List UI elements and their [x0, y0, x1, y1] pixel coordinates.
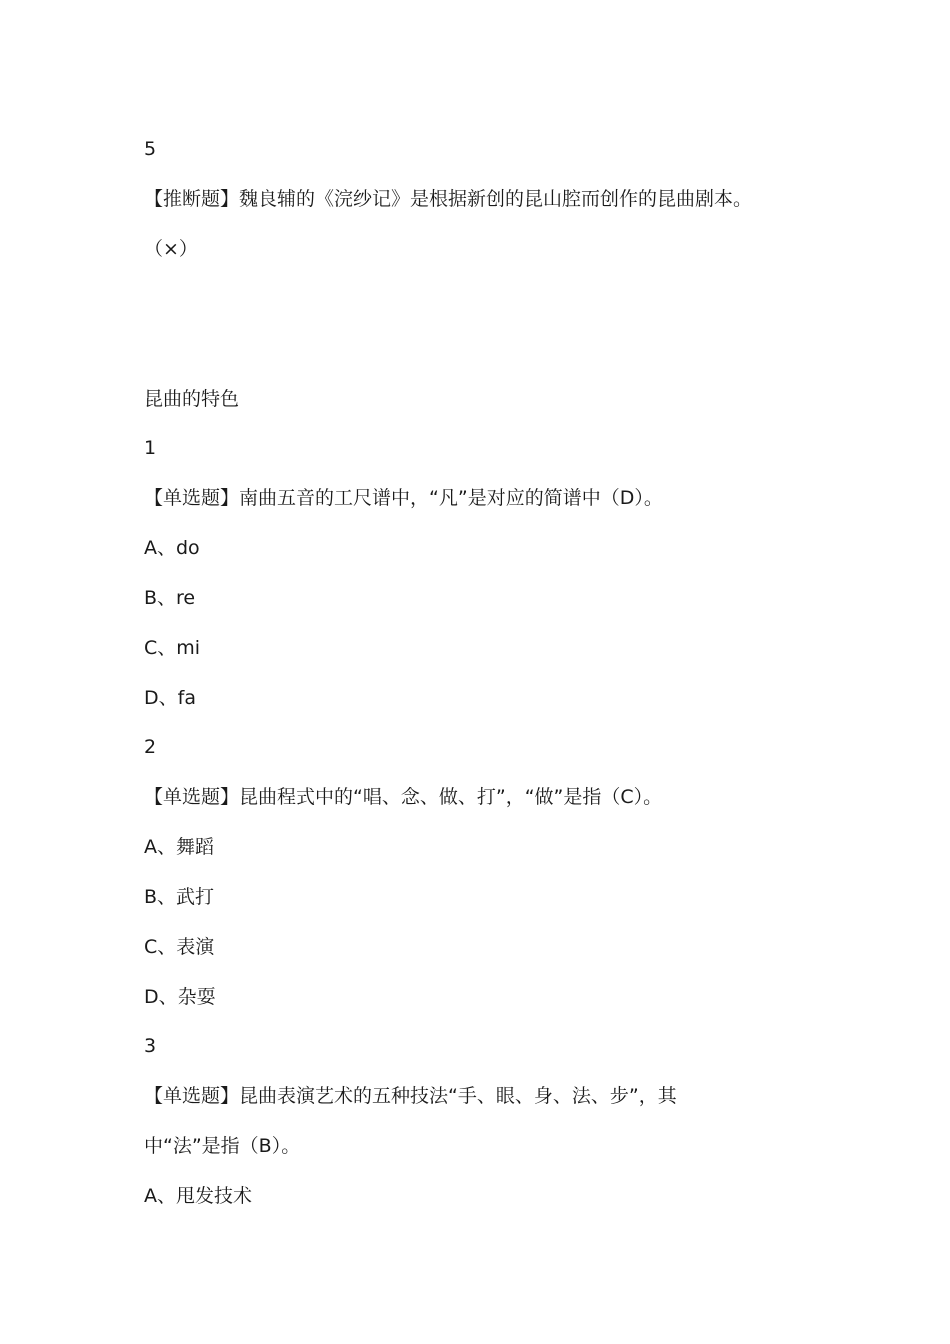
question-number: 5 — [144, 138, 157, 160]
question-text: 【单选题】南曲五音的工尺谱中，“凡”是对应的简谱中（D）。 — [144, 487, 663, 509]
option-a: A、甩发技术 — [144, 1185, 252, 1207]
option-c: C、表演 — [144, 936, 215, 958]
option-a: A、do — [144, 537, 200, 559]
question-text: 【单选题】昆曲程式中的“唱、念、做、打”，“做”是指（C）。 — [144, 786, 663, 808]
question-number: 3 — [144, 1035, 157, 1057]
option-d: D、杂耍 — [144, 986, 216, 1008]
answer-text: （×） — [144, 238, 198, 260]
option-c: C、mi — [144, 637, 201, 659]
section-heading: 昆曲的特色 — [144, 388, 240, 410]
question-text-continued: 中“法”是指（B）。 — [144, 1135, 301, 1157]
question-text: 【推断题】魏良辅的《浣纱记》是根据新创的昆山腔而创作的昆曲剧本。 — [144, 188, 753, 210]
question-number: 2 — [144, 736, 157, 758]
question-number: 1 — [144, 437, 157, 459]
option-b: B、re — [144, 587, 196, 609]
option-a: A、舞蹈 — [144, 836, 214, 858]
question-text: 【单选题】昆曲表演艺术的五种技法“手、眼、身、法、步”，其 — [144, 1085, 677, 1107]
option-b: B、武打 — [144, 886, 215, 908]
option-d: D、fa — [144, 687, 196, 709]
